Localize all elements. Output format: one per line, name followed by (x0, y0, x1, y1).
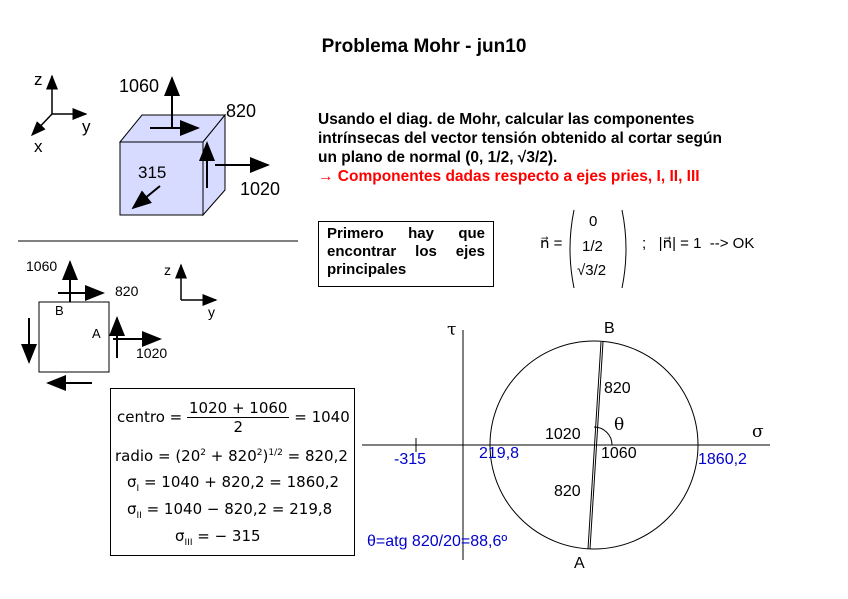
note-line-2: encontrar los ejes (327, 243, 485, 260)
normal-vector-lhs: n⃗ = (540, 235, 563, 252)
vector-component-2: 1/2 (582, 238, 603, 255)
vector-component-3: √3/2 (577, 262, 607, 279)
problem-line-3: un plano de normal (0, 1/2, √3/2). (318, 149, 558, 166)
norm-check: ; |n⃗| = 1 --> OK (642, 235, 755, 252)
sigma1-equation: $\sigma_I = 1040 + 820,2 = 1860,2$ (127, 473, 340, 494)
problem-line-2: intrínsecas del vector tensión obtenido al cortar según (318, 130, 722, 147)
square-stress-shear-label: 820 (115, 283, 139, 299)
centro-equation: centro = $\frac{1020 + 1060}{2}$ = 1040 (117, 399, 350, 436)
problem-statement (318, 110, 770, 186)
axis-z-label: z (34, 70, 43, 89)
note-line-3: principales (327, 261, 407, 278)
note-line-1: Primero hay que (327, 225, 485, 242)
mohr-shear-top-label: 820 (604, 380, 631, 397)
equations-box (110, 388, 355, 556)
square-axes (181, 265, 216, 300)
mohr-center-left-label: 1020 (545, 426, 581, 443)
axis-y-label: y (82, 117, 91, 136)
note-box (318, 221, 494, 287)
square-axis-z: z (164, 262, 171, 278)
stress-top-label: 1060 (119, 76, 160, 96)
stress-square (29, 262, 160, 383)
problem-line-4: → Componentes dadas respecto a ejes pries, I, II, III (318, 168, 700, 185)
mohr-center-right-label: 1060 (601, 445, 637, 462)
stress-side-label: 1020 (240, 179, 281, 199)
square-stress-right-label: 1020 (136, 345, 168, 361)
square-stress-top-label: 1060 (26, 258, 58, 274)
tick-label-neg315: -315 (394, 451, 427, 468)
stress-front-label: 315 (138, 163, 167, 182)
radio-equation: radio = $(20^2 + 820^2)^{1/2} = 820,2$ (115, 447, 348, 465)
axis-x-label: x (34, 137, 43, 156)
mohr-circle-diagram (362, 330, 770, 560)
page-title: Problema Mohr - jun10 (321, 36, 527, 57)
stress-shear-label: 820 (226, 101, 257, 121)
tau-axis-label: τ (447, 320, 457, 340)
square-point-a: A (92, 326, 101, 341)
mohr-point-b: B (604, 320, 615, 337)
square-axis-y: y (208, 304, 215, 320)
sigma2-equation: $\sigma_{II} = 1040 - 820,2 = 219,8$ (127, 500, 333, 521)
sigma-axis-label: σ (752, 422, 764, 442)
theta-formula: θ=atg 820/20=88,6º (367, 533, 508, 550)
tick-label-1860: 1860,2 (698, 451, 747, 468)
square-point-b: B (55, 303, 64, 318)
sigma3-equation: $\sigma_{III}$ = − 315 (175, 527, 261, 548)
mohr-point-a: A (574, 555, 585, 572)
vector-component-1: 0 (589, 213, 598, 230)
problem-line-1: Usando el diag. de Mohr, calcular las componentes (318, 111, 695, 128)
tick-label-219: 219,8 (479, 445, 520, 462)
mohr-shear-bottom-label: 820 (554, 483, 581, 500)
theta-label: θ (614, 415, 625, 435)
